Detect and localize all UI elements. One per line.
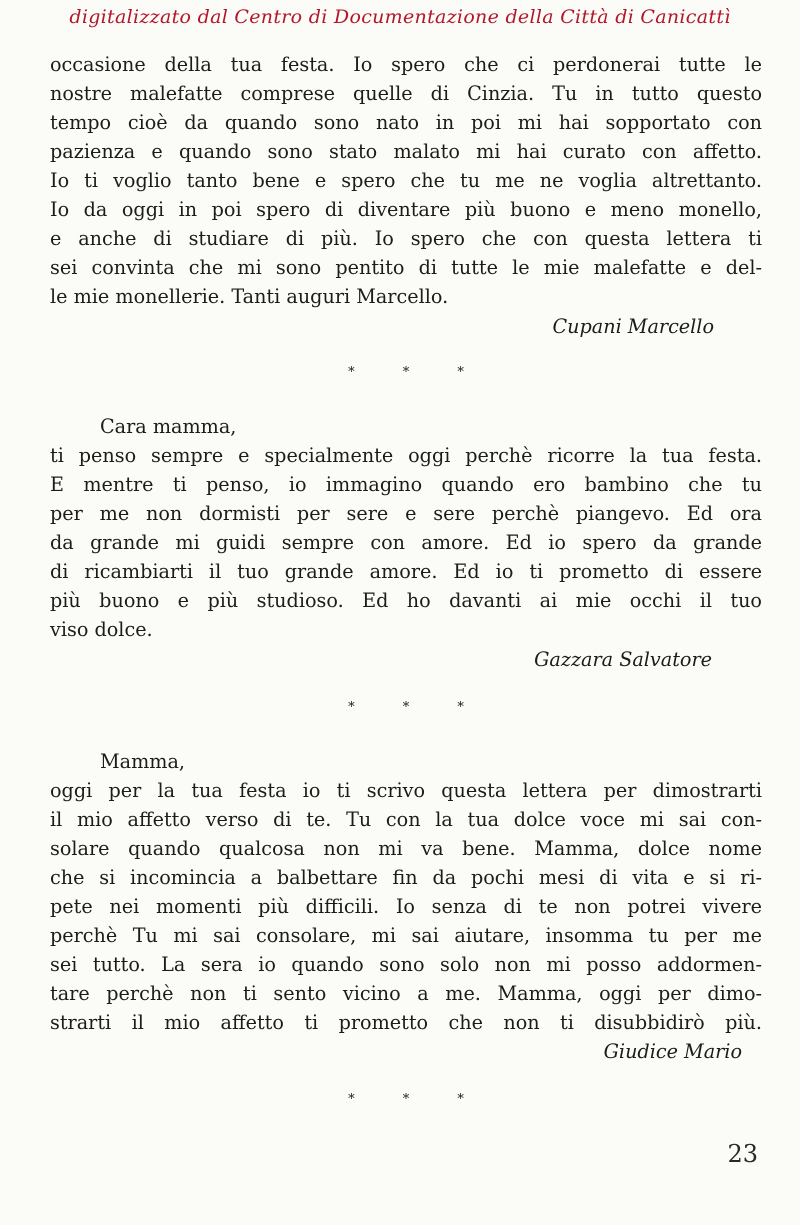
letter-2-salutation: Cara mamma, — [100, 415, 237, 438]
text-line: oggi per la tua festa io ti scrivo questa lettera per dimostrarti — [50, 779, 762, 802]
letter-3-body — [50, 776, 762, 1037]
letter-1-signature: Cupani Marcello — [552, 315, 714, 338]
text-line: che si incomincia a balbettare fin da pochi mesi di vita e si ri- — [50, 866, 762, 889]
section-separator: * * * — [348, 1092, 486, 1107]
text-line: Io ti voglio tanto bene e spero che tu me ne voglia altrettanto. — [50, 169, 762, 192]
text-line: Io da oggi in poi spero di diventare più buono e meno monello, — [50, 198, 762, 221]
text-line: pazienza e quando sono stato malato mi hai curato con affetto. — [50, 140, 762, 163]
text-line: sei tutto. La sera io quando sono solo non mi posso addormen- — [50, 953, 762, 976]
section-separator: * * * — [348, 700, 486, 715]
text-line: per me non dormisti per sere e sere perchè piangevo. Ed ora — [50, 502, 762, 525]
text-line: sei convinta che mi sono pentito di tutte le mie malefatte e del- — [50, 256, 762, 279]
letter-1-body — [50, 50, 762, 311]
text-line: il mio affetto verso di te. Tu con la tua dolce voce mi sai con- — [50, 808, 762, 831]
text-line: da grande mi guidi sempre con amore. Ed io spero da grande — [50, 531, 762, 554]
digitization-watermark: digitalizzato dal Centro di Documentazione della Città di Canicattì — [69, 6, 731, 28]
letter-2 — [50, 412, 762, 674]
text-line: viso dolce. — [50, 618, 153, 641]
text-line: solare quando qualcosa non mi va bene. Mamma, dolce nome — [50, 837, 762, 860]
text-line: nostre malefatte comprese quelle di Cinzia. Tu in tutto questo — [50, 82, 762, 105]
text-line: ti penso sempre e specialmente oggi perchè ricorre la tua festa. — [50, 444, 762, 467]
letter-2-signature: Gazzara Salvatore — [534, 648, 712, 671]
text-line: le mie monellerie. Tanti auguri Marcello. — [50, 285, 449, 308]
text-line: E mentre ti penso, io immagino quando ero bambino che tu — [50, 473, 762, 496]
text-line: più buono e più studioso. Ed ho davanti ai mie occhi il tuo — [50, 589, 762, 612]
letter-3 — [50, 747, 762, 1066]
letter-2-body — [50, 441, 762, 644]
letter-3-signature: Giudice Mario — [603, 1040, 742, 1063]
page-number: 23 — [727, 1140, 758, 1168]
text-line: e anche di studiare di più. Io spero che con questa lettera ti — [50, 227, 762, 250]
text-line: occasione della tua festa. Io spero che ci perdonerai tutte le — [50, 53, 762, 76]
section-separator: * * * — [348, 365, 486, 380]
text-line: perchè Tu mi sai consolare, mi sai aiutare, insomma tu per me — [50, 924, 762, 947]
text-line: tempo cioè da quando sono nato in poi mi hai sopportato con — [50, 111, 762, 134]
letter-3-salutation: Mamma, — [100, 750, 186, 773]
page-content — [50, 50, 762, 1110]
text-line: strarti il mio affetto ti prometto che non ti disubbidirò più. — [50, 1011, 762, 1034]
text-line: tare perchè non ti sento vicino a me. Mamma, oggi per dimo- — [50, 982, 762, 1005]
letter-1 — [50, 50, 762, 341]
text-line: di ricambiarti il tuo grande amore. Ed io ti prometto di essere — [50, 560, 762, 583]
text-line: pete nei momenti più difficili. Io senza di te non potrei vivere — [50, 895, 762, 918]
